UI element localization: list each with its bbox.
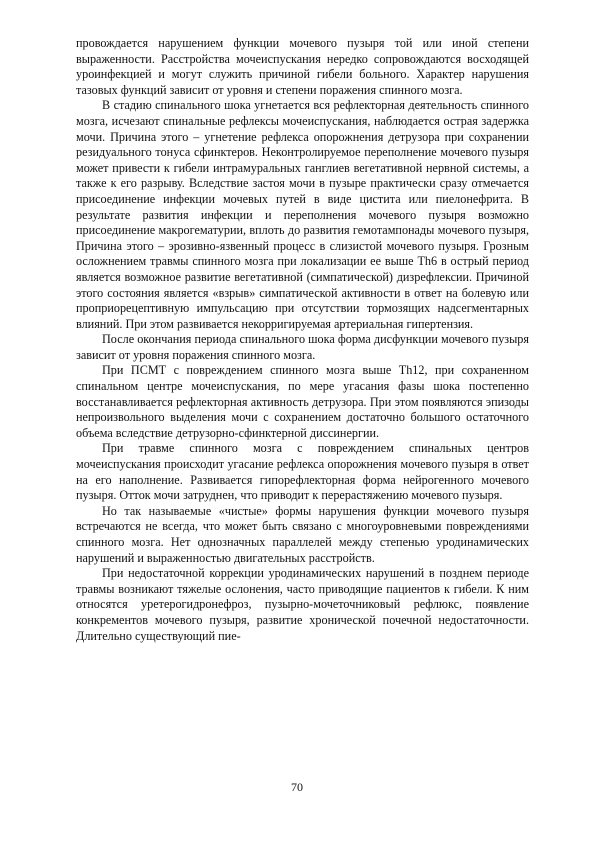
paragraph-4: При ПСМТ с повреждением спинного мозга выше Th12, при сохраненном спинальном центре мочеиспускания, по мере угасания фазы шока постепенно восстанавливается рефлекторная активность детрузора. При этом появляются эпизоды непроизвольного выделения мочи с сохранением достаточно большого остаточного объема вследствие детрузорно-сфинктерной диссинергии. bbox=[76, 363, 529, 440]
paragraph-7: При недостаточной коррекции уродинамических нарушений в позднем периоде травмы возникают тяжелые ослонения, часто приводящие пациентов к гибели. К ним относятся уретерогидронефроз, пузырно-мочеточниковый рефлюкс, появление конкрементов мочевого пузыря, развитие хронической почечной недостаточности. Длительно существующий пие- bbox=[76, 566, 529, 643]
paragraph-1: провождается нарушением функции мочевого пузыря той или иной степени выраженности. Расстройства мочеиспускания нередко сопровождаются восходящей уроинфекцией и могут служить причиной гибели больного. Характер нарушения тазовых функций зависит от уровня и степени поражения спинного мозга. bbox=[76, 36, 529, 97]
paragraph-6: Но так называемые «чистые» формы нарушения функции мочевого пузыря встречаются не всегда, что может быть связано с многоуровневыми повреждениями спинного мозга. Нет однозначных параллелей между степенью уродинамических нарушений и выраженностью двигательных расстройств. bbox=[76, 503, 529, 565]
page-number: 70 bbox=[291, 780, 303, 794]
paragraph-2: В стадию спинального шока угнетается вся рефлекторная деятельность спинного мозга, исчезают спинальные рефлексы мочеиспускания, наблюдается острая задержка мочи. Причина этого – угнетение рефлекса опорожнения детрузора при сохранении резидуального тонуса сфинктеров. Неконтролируемое переполнение мочевого пузыря может привести к гибели интрамуральных ганглиев вегетативной нервной системы, а также к его разрыву. Вследствие застоя мочи в пузыре практически сразу отмечается присоединение инфекции мочевых путей в виде цистита или пиелонефрита. В результате развития инфекции и переполнения мочевого пузыря возможно присоединение макрогематурии, вплоть до развития гемотампонады мочевого пузыря, Причина этого – эрозивно-язвенный процесс в слизистой мочевого пузыря. Грозным осложнением травмы спинного мозга при локализации ее выше Th6 в острый период является возможное развитие вегетативной (симпатической) дизрефлексии. Причиной этого состояния является «взрыв» симпатической активности в ответ на болевую или проприорецептивную импульсацию при отсутствии тормозящих надсегментарных влияний. При этом развивается некорригируемая артериальная гипертензия. bbox=[76, 98, 529, 331]
page-body bbox=[76, 36, 529, 644]
paragraph-5: При травме спинного мозга с повреждением спинальных центров мочеиспускания происходит угасание рефлекса опорожнения мочевого пузыря в ответ на его наполнение. Развивается гипорефлекторная форма нейрогенного мочевого пузыря. Отток мочи затруднен, что приводит к перерастяжению мочевого пузыря. bbox=[76, 441, 529, 503]
paragraph-3: После окончания периода спинального шока форма дисфункции мочевого пузыря зависит от уровня поражения спинного мозга. bbox=[76, 332, 529, 362]
